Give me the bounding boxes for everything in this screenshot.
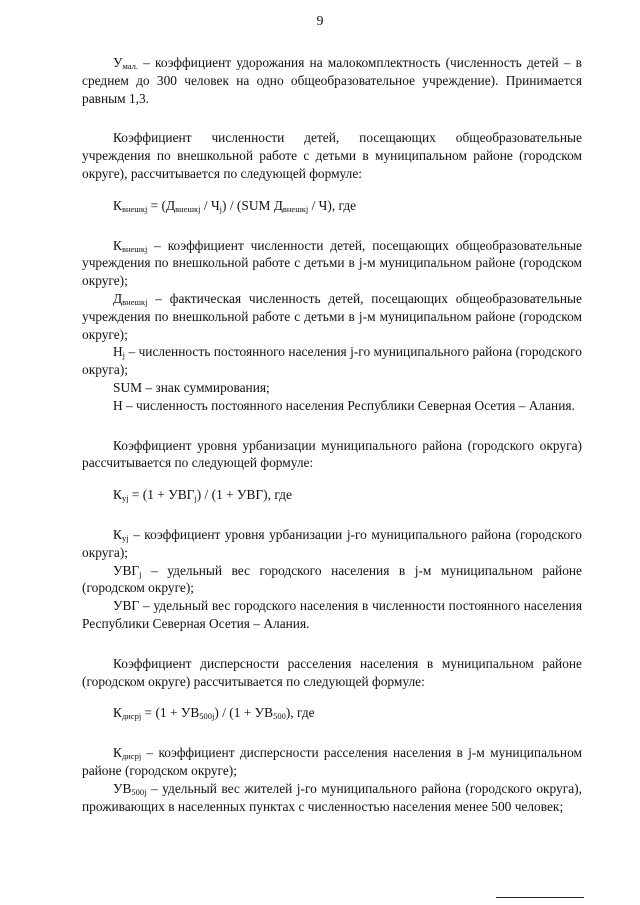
paragraph-umal: $У_{мал.}$ – коэффициент удорожания на малокомплектность (численность детей – в среднем до 300 человек на одно общеобразовательное учреждение). Принимается равным 1,3. [82,55,582,106]
definition-n-j: $Н_j$ – численность постоянного населения j-го муниципального района (городского округа); [82,344,582,378]
definition-k-vneshk: $К_{внешкj}$ – коэффициент численности детей, посещающих общеобразовательные учреждения по внешкольной работе с детьми в j-м муниципальном районе (городском округе); [82,237,582,289]
footer-rule [496,897,584,898]
definition-sum: SUM – знак суммирования; [113,379,270,395]
formula-k-disp: $К_{дисpj} = (1 + УВ_{500j}) / (1 + УВ_{500})$, где [113,705,315,722]
page-number: 9 [316,14,324,29]
definition-uv-500: $УВ_{500j}$ – удельный вес жителей j-го муниципального района (городского округа), проживающих в населенных пунктах с численностью населения менее 500 человек; [82,780,582,814]
document-body [82,54,582,815]
formula-k-vneshk: $К_{внешкj} = (Д_{внешкj} / Ч_j) / (SUM$ $Д_{внешкj} / Ч$), где [113,197,357,214]
definition-uvg: УВГ – удельный вес городского населения в численности постоянного населения Республики Северная Осетия – Алания. [82,598,582,631]
paragraph-dispersion-intro: Коэффициент дисперсности расселения населения в муниципальном районе (городском округе) рассчитывается по следующей формуле: [82,655,582,689]
paragraph-children-coefficient-intro: Коэффициент численности детей, посещающих общеобразовательные учреждения по внешкольной работе с детьми в муниципальном районе (городском округе), рассчитывается по следующей формуле: [82,130,582,181]
definition-uvg-j: $УВГ_j$ – удельный вес городского населения в j-м муниципальном районе (городском округе); [82,562,582,596]
paragraph-urbanization-intro: Коэффициент уровня урбанизации муниципального района (городского округа) рассчитывается по следующей формуле: [82,437,582,471]
definition-k-disp: $К_{дисpj}$ – коэффициент дисперсности расселения населения в j-м муниципальном районе (городском округе); [82,745,582,778]
definition-n: Н – численность постоянного населения Республики Северная Осетия – Алания. [113,397,575,413]
definition-d-vneshk: $Д_{внешкj}$ – фактическая численность детей, посещающих общеобразовательные учреждения по внешкольной работе с детьми в j-м муниципальном районе (городском округе); [82,290,582,342]
definition-k-u: $К_{уj}$ – коэффициент уровня урбанизации j-го муниципального района (городского округа); [82,526,582,560]
formula-k-u: $К_{уj} = (1 + УВГ_j) / (1 + УВГ)$, где [113,487,292,504]
